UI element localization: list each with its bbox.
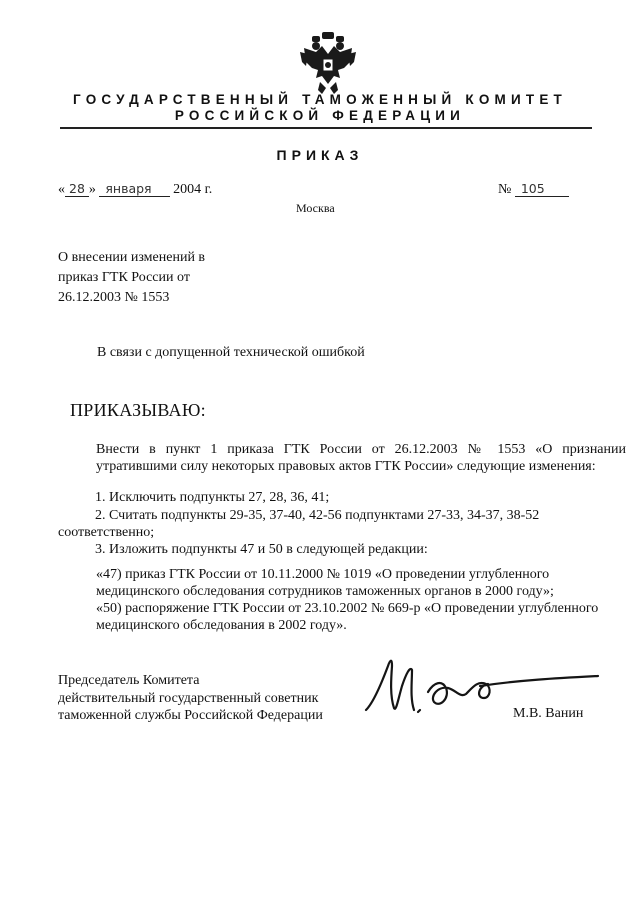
date-quote-open: « — [58, 182, 65, 197]
signatory-position — [58, 672, 323, 725]
quoted-item-47: «47) приказ ГТК России от 10.11.2000 № 1019 «О проведении углубленного медицинского обследования сотрудников таможенных органов в 2000 году»; — [96, 567, 554, 599]
date-year: 2004 г. — [173, 182, 213, 197]
organization-name-line2: РОССИЙСКОЙ ФЕДЕРАЦИИ — [174, 108, 466, 123]
number-value: 105 — [515, 182, 569, 197]
date-quote-close: » — [88, 182, 96, 197]
document-date — [58, 182, 212, 198]
position-line1: Председатель Комитета — [58, 673, 200, 688]
number-label: № — [498, 182, 512, 197]
list-item-2-line1: 2. Считать подпункты 29-35, 37-40, 42-56 подпунктами 27-33, 34-37, 38-52 — [95, 508, 540, 523]
organization-name-line1: ГОСУДАРСТВЕННЫЙ ТАМОЖЕННЫЙ КОМИТЕТ — [73, 92, 567, 107]
position-line2: действительный государственный советник — [58, 690, 319, 706]
list-item-2-line2: соответственно; — [58, 525, 155, 540]
subject-line1: О внесении изменений в — [58, 250, 206, 265]
signatory-name: М.В. Ванин — [513, 706, 584, 721]
date-month: января — [99, 182, 169, 197]
preamble-text: В связи с допущенной технической ошибкой — [97, 345, 365, 360]
coat-of-arms-emblem — [300, 32, 356, 94]
paragraph-main: Внести в пункт 1 приказа ГТК России от 26.12.2003 № 1553 «О признании утратившими силу некоторых правовых актов ГТК России» следующие изменения: — [96, 442, 626, 474]
document-subject — [58, 248, 205, 308]
quoted-item-50: «50) распоряжение ГТК России от 23.10.2002 № 669-р «О проведении углубленного медицинского обследования в 2002 году». — [96, 601, 599, 633]
document-type-title: ПРИКАЗ — [276, 147, 364, 163]
subject-line2: приказ ГТК России от — [58, 270, 190, 285]
document-number — [498, 182, 569, 198]
date-day: 28 — [65, 182, 89, 197]
header-divider — [60, 127, 592, 129]
subject-line3: 26.12.2003 № 1553 — [58, 290, 170, 305]
position-line3: таможенной службы Российской Федерации — [58, 708, 323, 723]
order-heading: ПРИКАЗЫВАЮ: — [70, 400, 206, 420]
document-city: Москва — [296, 201, 335, 215]
list-item-3: 3. Изложить подпункты 47 и 50 в следующей редакции: — [95, 542, 428, 557]
list-item-1: 1. Исключить подпункты 27, 28, 36, 41; — [95, 490, 330, 505]
